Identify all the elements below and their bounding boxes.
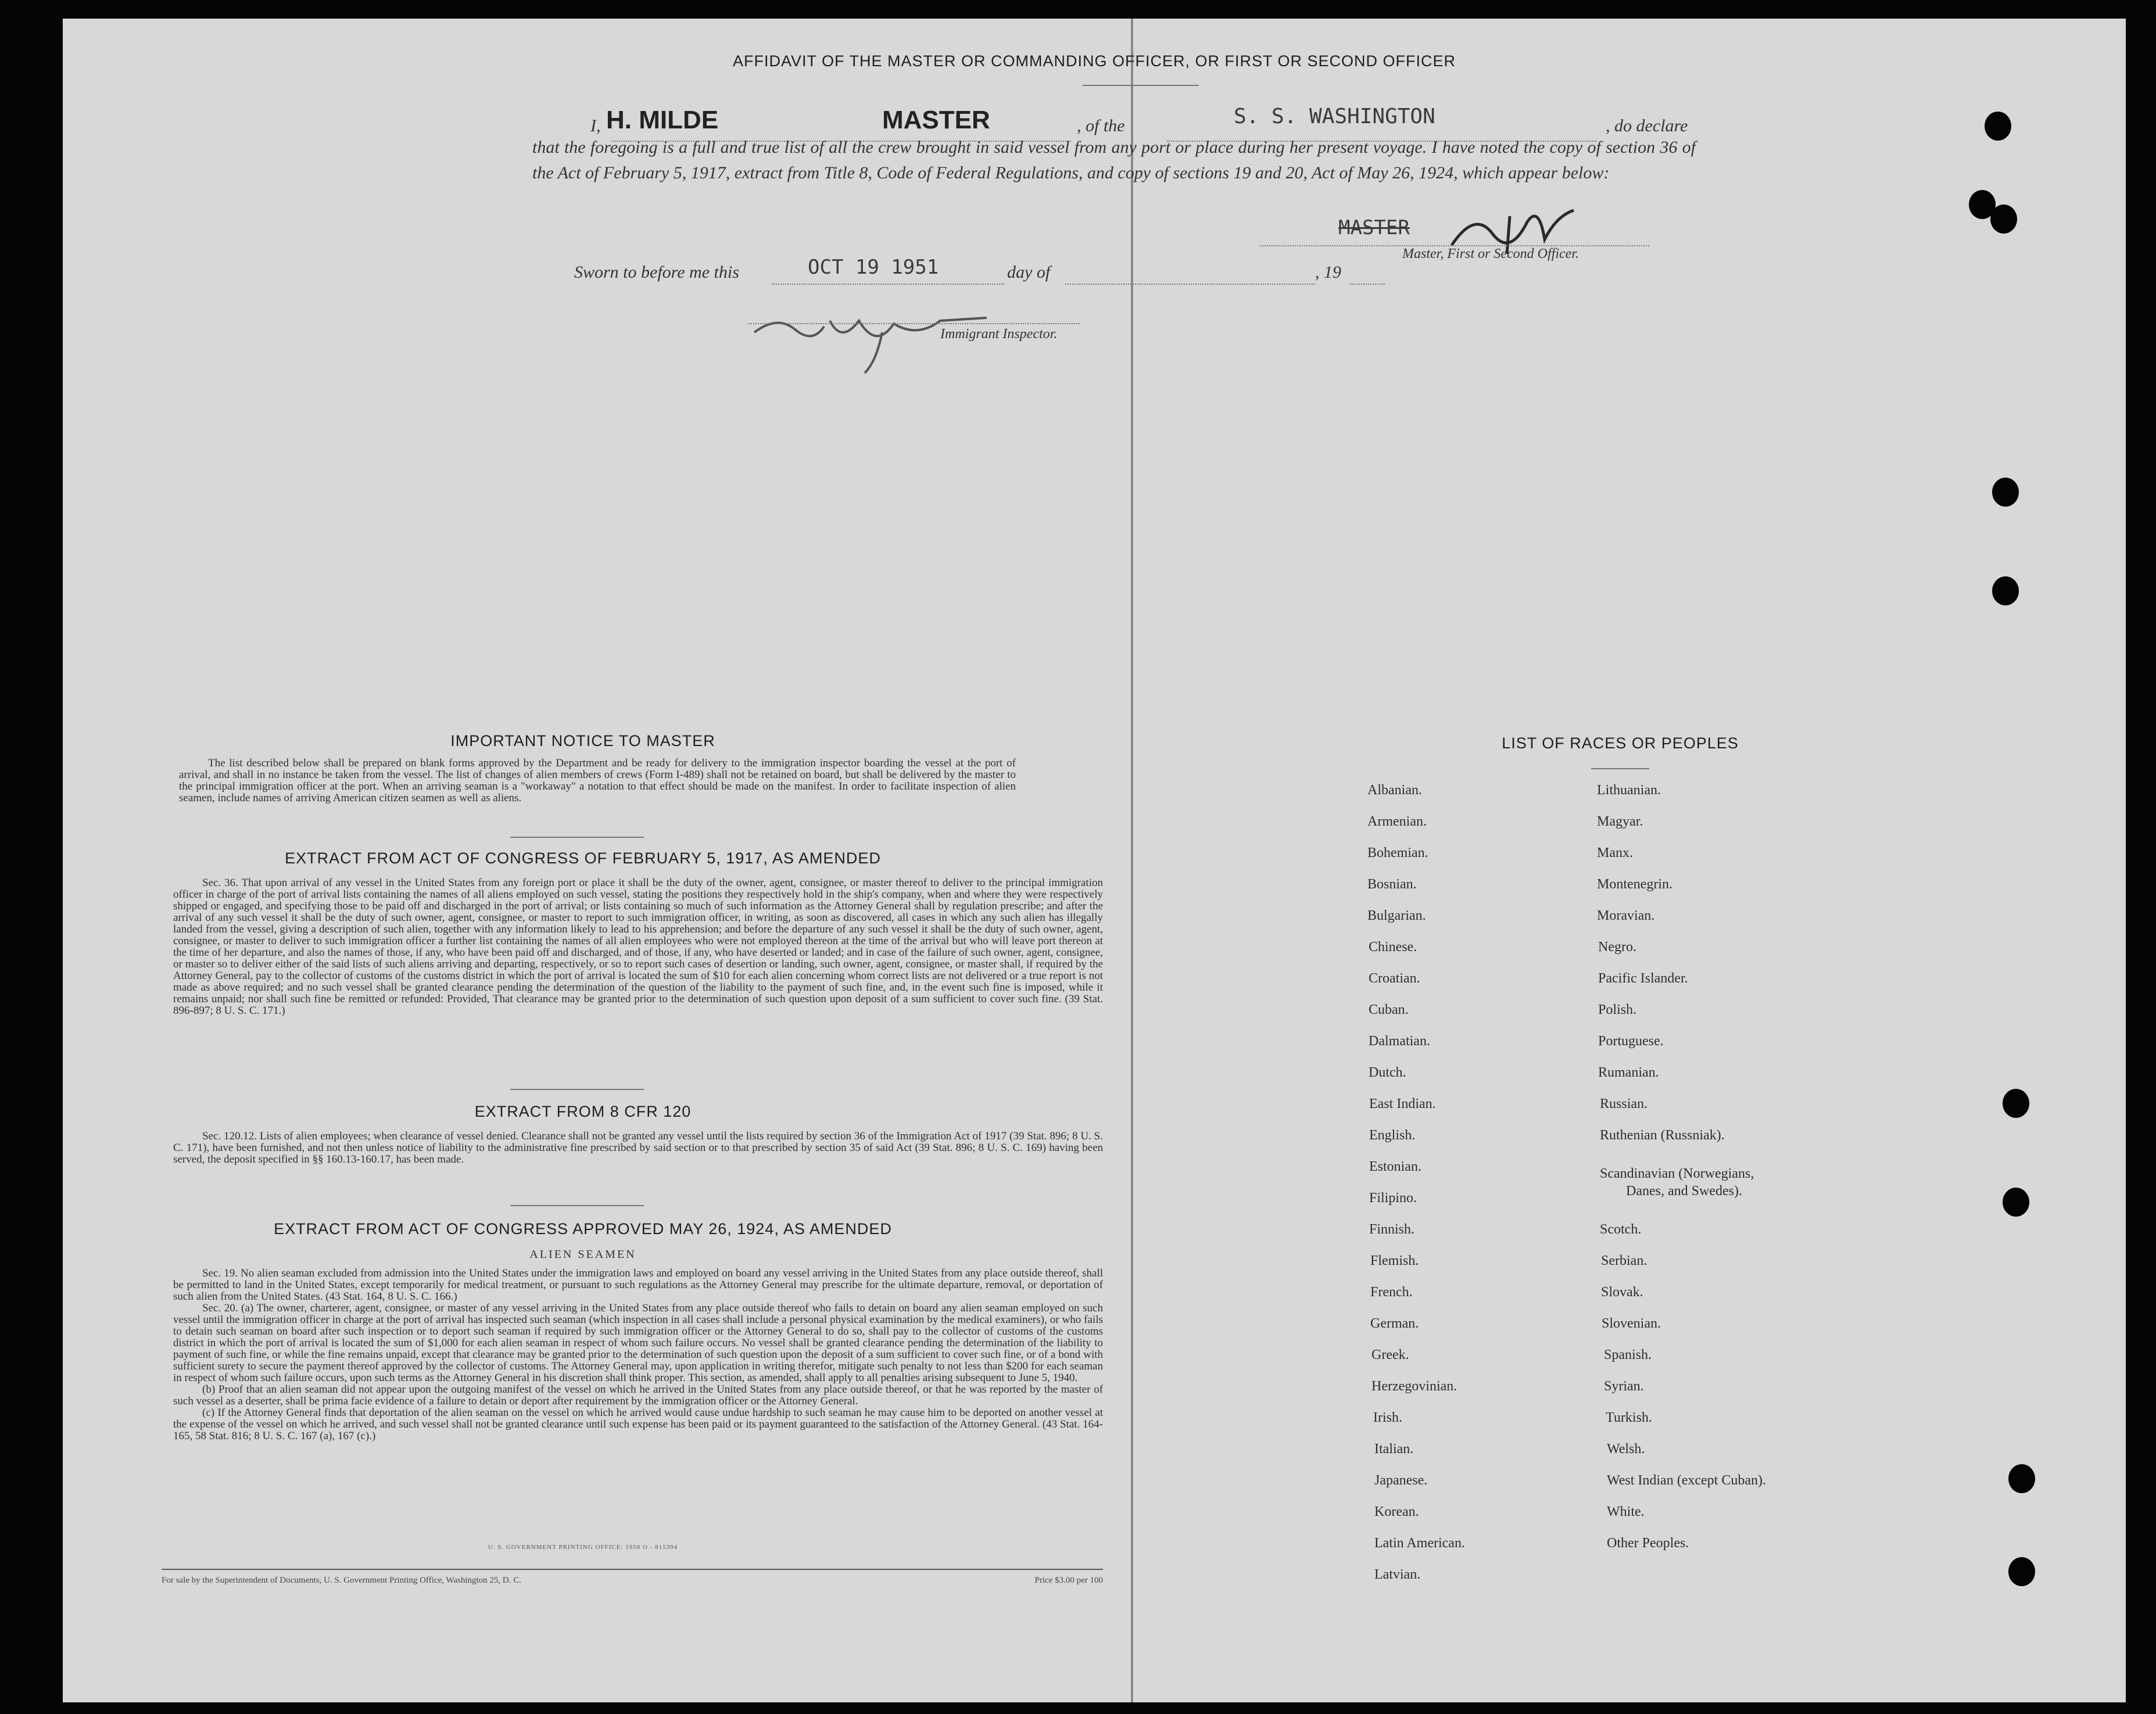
punch-hole: [1985, 112, 2011, 141]
extract-1917-text: Sec. 36. That upon arrival of any vessel in the United States from any foreign port or place it shall be the duty of the owner, agent, consignee, or master thereof to deliver to the principal immigration officer in charge of the port of arrival lists containing the names of all aliens employed on such vessel, stating the positions they respectively hold in the ship's company, when and where they were respectively shipped or engaged, and specifying those to be paid off and discharged in the port of arrival; or lists containing so much of such information as the Attorney General shall by regulation prescribe; and after the arrival of any such vessel it shall be the duty of such owner, agent, consignee, or master to report to such immigration officer, in writing, as soon as discovered, all cases in which any such alien has illegally landed from the vessel, giving a description of such alien, together with any information likely to lead to his apprehension; and before the departure of any such vessel it shall be the duty of such owner, agent, consignee, or master to deliver to such immigration officer a further list containing the names of all alien employees who were not employed thereon at the time of the arrival but who will leave port thereon at the time of her departure, and also the names of those, if any, who have been paid off and discharged, and of those, if any, who have deserted or landed; and in case of the failure of such owner, agent, consignee, or master so to deliver either of the said lists of such aliens arriving and departing, respectively, or so to report such cases of desertion or landing, such owner, agent, consignee, or master shall, if required by the Attorney General, pay to the collector of customs of the customs district in which the port of arrival is located the sum of $10 for each alien concerning whom correct lists are not delivered or a true report is not made as above required; and no such vessel shall be granted clearance pending the determination of the question of the liability to the payment of such fine, and, in the event such fine is imposed, while it remains unpaid; nor shall such fine be remitted or refunded: Provided, That clearance may be granted prior to the determination of such question upon deposit of a sum sufficient to cover such fine. (39 Stat. 896-897; 8 U. S. C. 171.): [173, 877, 1103, 1017]
race-item: Dalmatian.: [1369, 1034, 1430, 1049]
race-item: Armenian.: [1367, 814, 1427, 829]
notice-rule: [510, 837, 644, 838]
footer-price: Price $3.00 per 100: [1034, 1576, 1103, 1585]
year-line: [1350, 284, 1385, 285]
race-item: Scandinavian (Norwegians,: [1600, 1166, 1754, 1181]
race-item: White.: [1607, 1504, 1645, 1519]
sworn-label: Sworn to before me this: [574, 263, 739, 282]
race-item: English.: [1369, 1128, 1416, 1143]
gpo-line: U. S. GOVERNMENT PRINTING OFFICE: 1950 O - 815394: [488, 1544, 678, 1551]
extract-1924-text: Sec. 19. No alien seaman excluded from admission into the United States under the immigration laws and employed on board any vessel arriving in the United States from any place outside thereof, shall be permitted to land in the United States, except temporarily for medical treatment, or pursuant to such regulations as the Attorney General may prescribe for the ultimate departure, removal, or deportation of such alien from the United States. (43 Stat. 164, 8 U. S. C. 166.) Sec. 20. (a) The owner, charterer, agent, consignee, or master of any vessel arriving in the United States from any place outside thereof who fails to detain on board any alien seaman employed on such vessel until the immigration officer in charge at the port of arrival has inspected such seaman (which inspection in all cases shall include a personal physical examination by the medical examiners), or who fails to detain such seaman on board after such inspection or to deport such seaman if required by such immigration officer or the Attorney General to do so, shall pay to the collector of customs of the customs district in which the port of arrival is located the sum of $1,000 for each alien seaman in respect of whom such failure occurs. No vessel shall be granted clearance pending the determination of the liability to payment of such fine, or while the fine remains unpaid, except that clearance may be granted prior to the determination of such question upon the deposit of a sum sufficient to cover such fine, or of a bond with sufficient surety to secure the payment thereof approved by the collector of customs. The Attorney General may, upon application in writing therefor, mitigate such penalty to not less than $200 for each seaman in respect of whom such failure occurs, upon such terms as the Attorney General in his discretion shall think proper. This section, as amended, shall apply to all penalties arising subsequent to June 5, 1940. (b) Proof that an alien seaman did not appear upon the outgoing manifest of the vessel on which he arrived in the United States from any place outside thereof, or that he was reported by the master of such vessel as a deserter, shall be prima facie evidence of a failure to detain or deport after requirement by the immigration officer or the Attorney General. (c) If the Attorney General finds that deportation of the alien seaman on the vessel on which he arrived would cause undue hardship to such seaman he may cause him to be deported on another vessel at the expense of the vessel on which he arrived, and such vessel shall not be granted clearance until such expense has been paid or its payment guaranteed to the satisfaction of the Attorney General. (43 Stat. 164-165, 58 Stat. 816; 8 U. S. C. 167 (a), 167 (c).): [173, 1267, 1103, 1442]
races-heading: LIST OF RACES OR PEOPLES: [1502, 734, 1739, 752]
extract-1917-rule: [510, 1089, 644, 1090]
affidavit-text: that the foregoing is a full and true list of all the crew brought in said vessel from any port or place during her present voyage. I have noted the copy of section 36 of the Act of February 5, 1917, extract from Title 8, Code of Federal Regulations, and copy of sections 19 and 20, Act of May 26, 1924, which appear below:: [532, 138, 1696, 182]
inspector-label: Immigrant Inspector.: [940, 327, 1058, 342]
race-item: Moravian.: [1597, 908, 1655, 923]
extract-cfr-text: Sec. 120.12. Lists of alien employees; when clearance of vessel denied. Clearance shall not be granted any vessel until the lists required by section 36 of the Immigration Act of 1917 (39 Stat. 896; 8 U. S. C. 171), have been furnished, and not then unless notice of liability to the administrative fine prescribed by said section or to that prescribed by section 35 of said Act (39 Stat. 896; 8 U. S. C. 169) having been served, the deposit specified in §§ 160.13-160.17, has been made.: [173, 1130, 1103, 1166]
footer-rule: [162, 1569, 1103, 1570]
race-item: West Indian (except Cuban).: [1607, 1473, 1766, 1488]
race-item: Bulgarian.: [1367, 908, 1426, 923]
race-item: Scotch.: [1600, 1222, 1642, 1237]
notice-heading: IMPORTANT NOTICE TO MASTER: [450, 732, 715, 750]
extract-cfr-rule: [510, 1205, 644, 1206]
race-item: French.: [1370, 1285, 1413, 1300]
do-declare-label: , do declare: [1606, 116, 1688, 135]
race-item: East Indian.: [1369, 1096, 1436, 1111]
race-item: Korean.: [1374, 1504, 1419, 1519]
officer-label: Master, First or Second Officer.: [1402, 246, 1579, 261]
race-item: Magyar.: [1597, 814, 1643, 829]
sworn-date-stamp: OCT 19 1951: [808, 256, 939, 279]
center-fold: [1131, 19, 1133, 1702]
race-item: Croatian.: [1369, 971, 1420, 986]
inspector-signature-line: [748, 323, 1080, 324]
race-item: Negro.: [1598, 940, 1636, 955]
race-item: Pacific Islander.: [1598, 971, 1688, 986]
footer-sale-text: For sale by the Superintendent of Documents, U. S. Government Printing Office, Washington 25, D. C.: [162, 1576, 521, 1585]
of-the-label: , of the: [1077, 116, 1125, 135]
punch-hole: [2003, 1188, 2029, 1217]
notice-text: The list described below shall be prepared on blank forms approved by the Department and be ready for delivery to the immigration inspector boarding the vessel at the port of arrival, and shall in no instance be taken from the vessel. The list of changes of alien members of crews (Form I-489) shall not be retained on board, but shall be delivered by the master to the principal immigration officer at the port. When an arriving seaman is a "workaway" a notation to that effect should be made on the manifest. In order to facilitate inspection of alien seamen, include names of arriving American citizen seamen as well as aliens.: [179, 757, 1016, 804]
race-item: Dutch.: [1369, 1065, 1406, 1080]
race-item: Lithuanian.: [1597, 783, 1661, 798]
i-label: I,: [590, 116, 601, 135]
alien-seamen-subheading: ALIEN SEAMEN: [529, 1248, 636, 1261]
race-item: Turkish.: [1606, 1410, 1652, 1425]
master-name: H. MILDE: [606, 106, 719, 134]
race-item: Latin American.: [1374, 1536, 1465, 1551]
vessel-name: S. S. WASHINGTON: [1234, 105, 1435, 128]
race-item: Italian.: [1374, 1442, 1414, 1457]
month-line: [1065, 284, 1315, 285]
punch-hole: [2008, 1557, 2035, 1586]
race-item: Irish.: [1373, 1410, 1402, 1425]
punch-hole: [1990, 205, 2017, 234]
race-item: Russian.: [1600, 1096, 1648, 1111]
race-item: Greek.: [1371, 1347, 1409, 1362]
extract-1924-heading: EXTRACT FROM ACT OF CONGRESS APPROVED MAY 26, 1924, AS AMENDED: [274, 1220, 892, 1238]
races-rule: [1591, 768, 1649, 769]
race-item: Montenegrin.: [1597, 877, 1672, 892]
race-item: German.: [1370, 1316, 1419, 1331]
extract-1917-heading: EXTRACT FROM ACT OF CONGRESS OF FEBRUARY 5, 1917, AS AMENDED: [285, 849, 881, 867]
race-item: Latvian.: [1374, 1567, 1421, 1582]
document-sheet: [63, 19, 2126, 1702]
race-item: Rumanian.: [1598, 1065, 1659, 1080]
race-item: Danes, and Swedes).: [1626, 1184, 1742, 1199]
race-item: Albanian.: [1367, 783, 1422, 798]
race-item: Other Peoples.: [1607, 1536, 1689, 1551]
race-item: Welsh.: [1607, 1442, 1645, 1457]
title-rule: [1083, 85, 1199, 86]
race-item: Polish.: [1598, 1002, 1637, 1017]
race-item: Slovak.: [1601, 1285, 1643, 1300]
race-item: Manx.: [1597, 845, 1633, 860]
extract-cfr-heading: EXTRACT FROM 8 CFR 120: [474, 1103, 692, 1120]
race-item: Cuban.: [1369, 1002, 1409, 1017]
punch-hole: [2008, 1464, 2035, 1493]
race-item: Flemish.: [1370, 1253, 1419, 1268]
race-item: Ruthenian (Russniak).: [1600, 1128, 1725, 1143]
race-item: Bosnian.: [1367, 877, 1417, 892]
race-item: Portuguese.: [1598, 1034, 1664, 1049]
race-item: Bohemian.: [1367, 845, 1428, 860]
race-item: Estonian.: [1369, 1159, 1421, 1174]
sworn-date-line: [772, 284, 1004, 285]
punch-hole: [2003, 1089, 2029, 1118]
punch-hole: [1992, 478, 2019, 507]
race-item: Spanish.: [1604, 1347, 1652, 1362]
race-item: Filipino.: [1369, 1191, 1417, 1206]
punch-hole: [1992, 576, 2019, 605]
officer-stamp: MASTER: [1338, 216, 1410, 239]
race-item: Finnish.: [1369, 1222, 1415, 1237]
race-item: Japanese.: [1374, 1473, 1428, 1488]
race-item: Herzegovinian.: [1371, 1379, 1457, 1394]
race-item: Slovenian.: [1602, 1316, 1661, 1331]
day-of-label: day of: [1007, 263, 1051, 282]
master-rank: MASTER: [882, 106, 990, 134]
race-item: Serbian.: [1601, 1253, 1648, 1268]
year-prefix: , 19: [1315, 263, 1341, 282]
affidavit-title: AFFIDAVIT OF THE MASTER OR COMMANDING OFFICER, OR FIRST OR SECOND OFFICER: [732, 52, 1456, 70]
race-item: Syrian.: [1604, 1379, 1644, 1394]
race-item: Chinese.: [1369, 940, 1417, 955]
